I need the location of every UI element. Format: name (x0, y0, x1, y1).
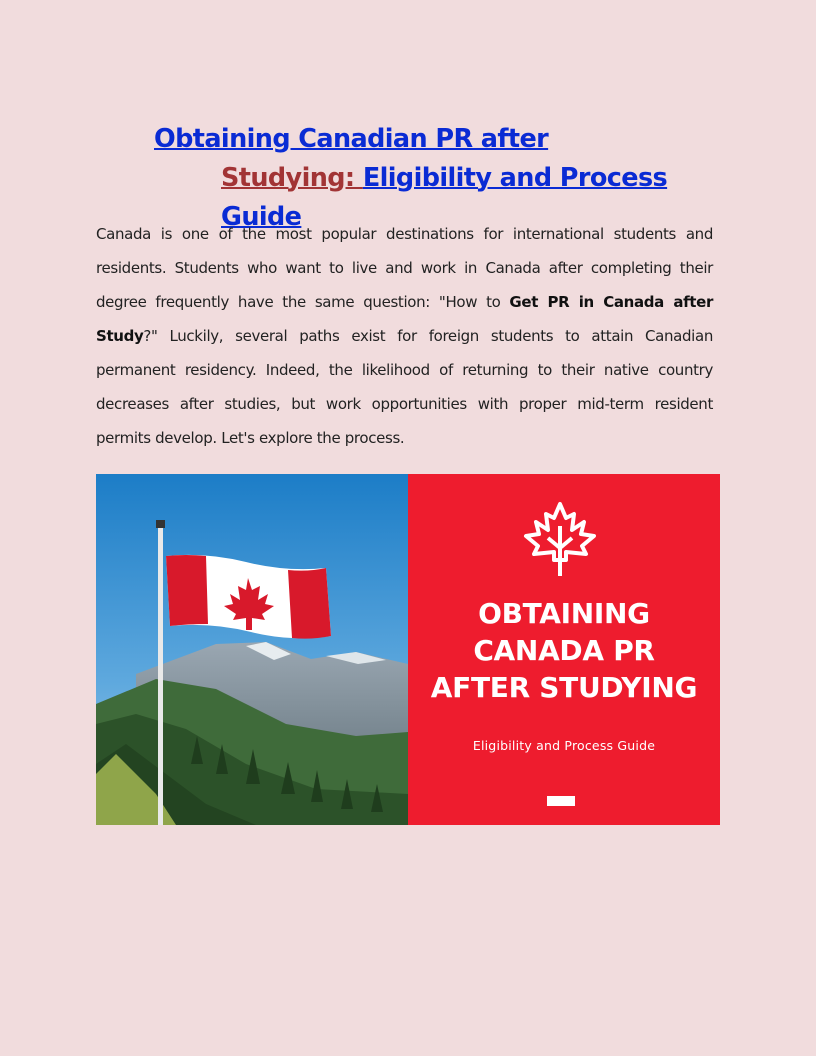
banner-heading (408, 595, 720, 706)
intro-bold-keyword: Get PR in Canada after Study (96, 293, 713, 345)
intro-text-2: ?" Luckily, several paths exist for foreign students to attain Canadian permanent residency. Indeed, the likelihood of returning to their native country decreases after studies, but work opportunities with proper mid-term resident permits develop. Let's explore the process. (96, 327, 713, 447)
intro-paragraph (96, 217, 713, 455)
canada-flag-mountains-photo (96, 474, 408, 825)
article-banner-image (96, 474, 720, 825)
document-title (0, 0, 816, 240)
banner-heading-line: OBTAINING (478, 597, 650, 630)
banner-subtitle: Eligibility and Process Guide (472, 738, 656, 753)
title-link-part-1[interactable]: Obtaining Canadian PR after (154, 124, 549, 154)
title-line-2[interactable] (221, 163, 667, 193)
title-line-1[interactable] (154, 124, 548, 154)
intro-text-1: Canada is one of the most popular destinations for international students and residents. Students who want to live and work in Canada after completing their degree frequently have the same question: "How to (96, 225, 713, 311)
title-link-part-3[interactable]: Guide (221, 202, 302, 232)
banner-heading-line: AFTER STUDYING (430, 671, 698, 704)
maple-leaf-icon (522, 500, 598, 580)
title-studying-text[interactable]: Studying: (221, 163, 363, 193)
banner-title-panel (408, 474, 720, 825)
banner-dash-decoration (547, 796, 575, 806)
title-link-part-2[interactable]: Eligibility and Process (362, 163, 668, 193)
banner-heading-line: CANADA PR (473, 634, 655, 667)
